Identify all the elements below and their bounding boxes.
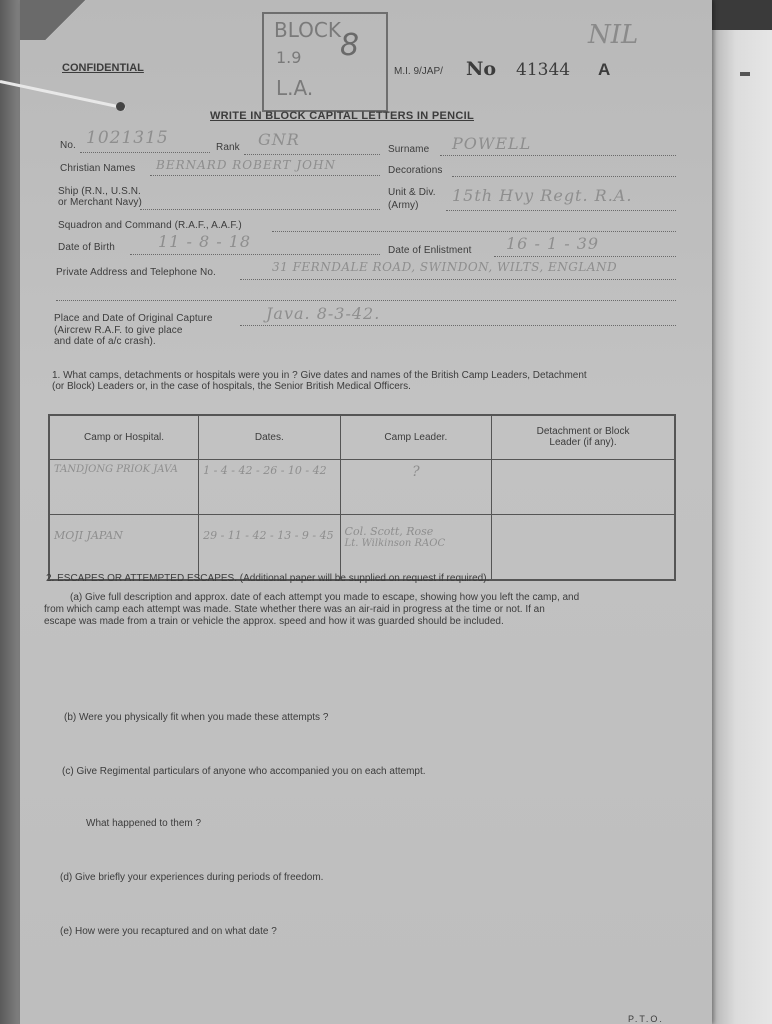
enlistment-label: Date of Enlistment bbox=[388, 245, 472, 256]
ship-line bbox=[140, 209, 380, 210]
row-2-detachment[interactable] bbox=[492, 514, 675, 580]
question-2a-line-1: (a) Give full description and approx. date of each attempt you made to escape, showing how you left the camp, and bbox=[70, 592, 580, 603]
surname-value[interactable]: POWELL bbox=[452, 134, 532, 153]
serial-number: 41344 bbox=[516, 60, 571, 80]
header-camp: Camp or Hospital. bbox=[49, 415, 199, 459]
unit-label-1: Unit & Div. bbox=[388, 187, 436, 198]
nil-annotation: NIL bbox=[588, 20, 639, 50]
header-camp-leader: Camp Leader. bbox=[340, 415, 492, 459]
surname-label: Surname bbox=[388, 144, 430, 155]
camps-table bbox=[48, 414, 676, 581]
rank-value[interactable]: GNR bbox=[258, 130, 300, 149]
ship-label-2: or Merchant Navy) bbox=[58, 197, 142, 208]
unit-label-2: (Army) bbox=[388, 200, 419, 211]
stamp-line-3: L.A. bbox=[276, 76, 314, 100]
header-dates: Dates. bbox=[199, 415, 340, 459]
header-detachment bbox=[492, 415, 675, 459]
christian-names-line bbox=[150, 175, 380, 176]
dob-value[interactable]: 11 - 8 - 18 bbox=[158, 232, 252, 251]
decorations-label: Decorations bbox=[388, 165, 443, 176]
dob-line bbox=[130, 254, 380, 255]
row-2-dates[interactable]: 29 - 11 - 42 - 13 - 9 - 45 bbox=[199, 514, 340, 580]
form-code: M.I. 9/JAP/ bbox=[394, 66, 443, 77]
page-corner-shadow bbox=[20, 0, 110, 40]
pto-label: P.T.O. bbox=[628, 1014, 664, 1024]
row-1-leader[interactable]: ? bbox=[340, 459, 492, 514]
no-value[interactable]: 1021315 bbox=[86, 128, 169, 148]
question-1-line-2: (or Block) Leaders or, in the case of hospitals, the Senior British Medical Officers. bbox=[52, 381, 411, 392]
rank-label: Rank bbox=[216, 142, 240, 153]
capture-label-2: (Aircrew R.A.F. to give place bbox=[54, 325, 183, 336]
table-row bbox=[49, 514, 675, 580]
confidential-label: CONFIDENTIAL bbox=[62, 62, 144, 74]
surname-line bbox=[440, 155, 676, 156]
address-line-2 bbox=[56, 300, 676, 301]
no-line bbox=[80, 152, 210, 153]
serial-suffix: A bbox=[598, 60, 611, 79]
ship-label-1: Ship (R.N., U.S.N. bbox=[58, 186, 141, 197]
instruction-heading: WRITE IN BLOCK CAPITAL LETTERS IN PENCIL bbox=[210, 110, 474, 122]
enlistment-value[interactable]: 16 - 1 - 39 bbox=[506, 234, 600, 253]
christian-names-label: Christian Names bbox=[60, 163, 136, 174]
unit-value[interactable]: 15th Hvy Regt. R.A. bbox=[452, 186, 633, 205]
capture-label-3: and date of a/c crash). bbox=[54, 336, 156, 347]
address-label: Private Address and Telephone No. bbox=[56, 267, 216, 278]
row-1-detachment[interactable] bbox=[492, 459, 675, 514]
row-2-leader[interactable] bbox=[340, 514, 492, 580]
question-2c: (c) Give Regimental particulars of anyone who accompanied you on each attempt. bbox=[62, 766, 426, 777]
question-2a-line-2: from which camp each attempt was made. State whether there was an air-raid in progress at the time or not. If an bbox=[44, 604, 545, 615]
block-stamp bbox=[262, 12, 388, 112]
squadron-line bbox=[272, 231, 676, 232]
enlistment-line bbox=[494, 256, 676, 257]
capture-line bbox=[240, 325, 676, 326]
header-detachment-line-2: Leader (if any). bbox=[549, 437, 617, 449]
backing-page bbox=[712, 30, 772, 1024]
no-label: No. bbox=[60, 140, 76, 151]
camps-table-header-row bbox=[49, 415, 675, 459]
capture-label-1: Place and Date of Original Capture bbox=[54, 313, 213, 324]
question-2e: (e) How were you recaptured and on what date ? bbox=[60, 926, 277, 937]
header-detachment-line-1: Detachment or Block bbox=[536, 426, 630, 438]
table-row bbox=[49, 459, 675, 514]
christian-names-value[interactable]: BERNARD ROBERT JOHN bbox=[156, 158, 336, 172]
decorations-line bbox=[452, 176, 676, 177]
tag-eyelet bbox=[116, 102, 125, 111]
stamp-line-1: BLOCK bbox=[274, 18, 341, 42]
question-2d: (d) Give briefly your experiences during periods of freedom. bbox=[60, 872, 324, 883]
row-1-dates[interactable]: 1 - 4 - 42 - 26 - 10 - 42 bbox=[199, 459, 340, 514]
row-2-leader-line-1: Col. Scott, Rose bbox=[344, 524, 434, 538]
stamp-line-2: 1.9 bbox=[276, 48, 302, 67]
question-2a-line-3: escape was made from a train or vehicle the approx. speed and how it was guarded should be included. bbox=[44, 616, 504, 627]
address-line-1 bbox=[240, 279, 676, 280]
squadron-label: Squadron and Command (R.A.F., A.A.F.) bbox=[58, 220, 242, 231]
row-2-leader-line-2: Lt. Wilkinson RAOC bbox=[344, 537, 446, 549]
rank-line bbox=[244, 154, 380, 155]
question-2-title: 2. ESCAPES OR ATTEMPTED ESCAPES. (Additional paper will be supplied on request if required). bbox=[46, 573, 490, 584]
question-1-line-1: 1. What camps, detachments or hospitals were you in ? Give dates and names of the British Camp Leaders, Detachment bbox=[52, 370, 587, 381]
row-2-camp[interactable]: MOJI JAPAN bbox=[49, 514, 199, 580]
dob-label: Date of Birth bbox=[58, 242, 115, 253]
address-value[interactable]: 31 FERNDALE ROAD, SWINDON, WILTS, ENGLAND bbox=[272, 260, 618, 274]
question-2c-followup: What happened to them ? bbox=[86, 818, 202, 829]
number-symbol: No bbox=[466, 58, 497, 80]
row-1-camp[interactable]: TANDJONG PRIOK JAVA bbox=[49, 459, 199, 514]
capture-value[interactable]: Java. 8-3-42. bbox=[266, 304, 381, 323]
unit-line bbox=[446, 210, 676, 211]
binder-clip bbox=[740, 72, 750, 76]
question-2b: (b) Were you physically fit when you made these attempts ? bbox=[64, 712, 329, 723]
stamp-handwritten-mark: 8 bbox=[340, 28, 360, 63]
